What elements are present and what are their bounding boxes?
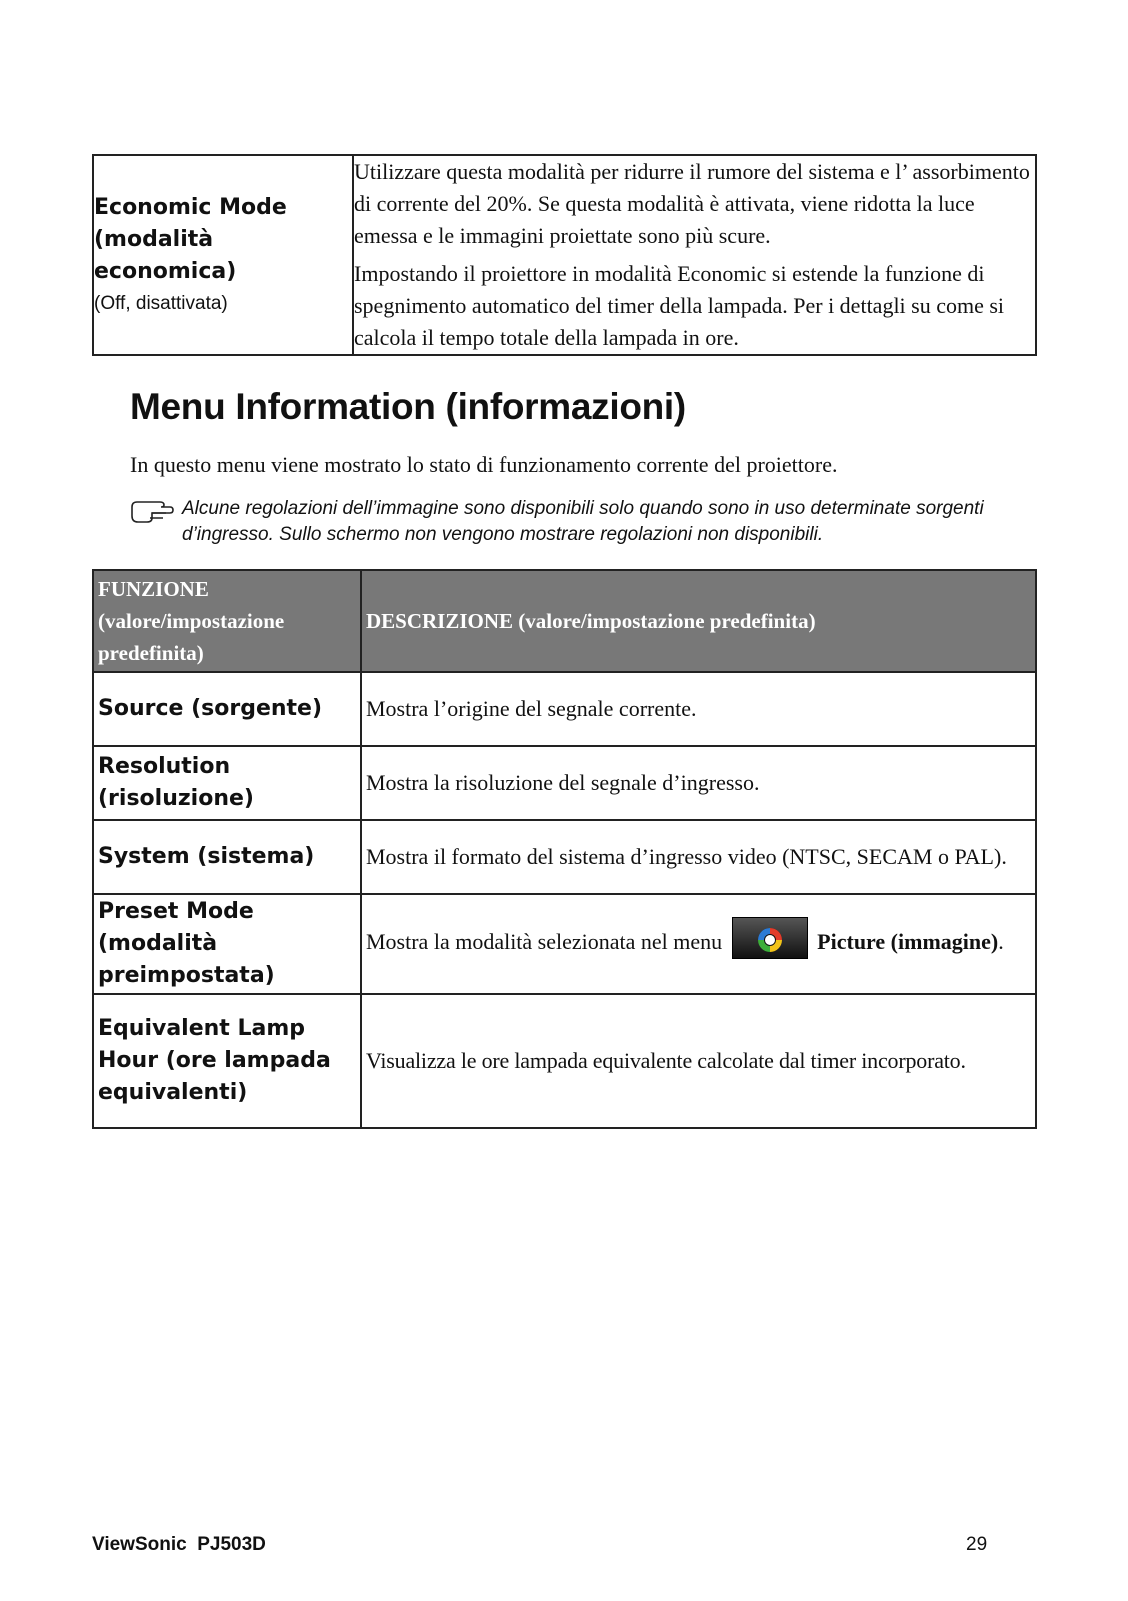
- section-title: Menu Information (informazioni): [130, 386, 686, 427]
- description-paragraph: Impostando il proiettore in modalità Economic si estende la funzione di spegnimento automatico del timer della lampada. Per i dettagli su come si calcola il tempo totale della lampada in ore.: [354, 261, 1005, 350]
- economic-mode-cell: [93, 155, 353, 355]
- feature-description: Mostra l’origine del segnale corrente.: [361, 672, 1036, 746]
- description-paragraph: Utilizzare questa modalità per ridurre il rumore del sistema e l’ assorbimento di corrente del 20%. Se questa modalità è attivata, viene ridotta la luce emessa e le immagini proiettate sono più scure.: [354, 159, 1030, 248]
- note-text: Alcune regolazioni dell’immagine sono disponibili solo quando sono in uso determinate sorgenti d’ingresso. Sullo schermo non vengono mostrare regolazioni non disponibili.: [182, 498, 984, 545]
- page-number: 29: [966, 1534, 988, 1555]
- feature-name: Economic Mode (modalità economica): [94, 195, 287, 284]
- feature-name: Source (sorgente): [98, 696, 323, 721]
- description-text: Mostra la modalità selezionata nel menu: [366, 929, 723, 955]
- information-menu-table: [92, 569, 1037, 1129]
- feature-description: Visualizza le ore lampada equivalente calcolate dal timer incorporato.: [361, 994, 1036, 1128]
- footer-brand: ViewSonic PJ503D: [92, 1534, 266, 1555]
- section-intro: In questo menu viene mostrato lo stato di funzionamento corrente del proiettore.: [130, 452, 838, 477]
- header-descrizione: DESCRIZIONE (valore/impostazione predefinita): [361, 570, 1036, 672]
- feature-description: Mostra la risoluzione del segnale d’ingresso.: [361, 746, 1036, 820]
- table-row: [93, 894, 1036, 994]
- picture-menu-icon: [732, 917, 808, 959]
- header-funzione: FUNZIONE (valore/impostazione predefinita): [93, 570, 361, 672]
- economic-mode-table: [92, 154, 1037, 356]
- table-row: [93, 994, 1036, 1128]
- table-row: [93, 820, 1036, 894]
- feature-description: Mostra la modalità selezionata nel menu Picture (immagine).: [361, 894, 1036, 994]
- feature-name: Equivalent Lamp Hour (ore lampada equivalenti): [98, 1016, 331, 1105]
- feature-name: Resolution (risoluzione): [98, 754, 254, 811]
- picture-menu-label: Picture (immagine): [817, 929, 999, 955]
- economic-mode-description: [353, 155, 1036, 355]
- table-row: [93, 672, 1036, 746]
- table-row: [93, 746, 1036, 820]
- feature-description: Mostra il formato del sistema d’ingresso video (NTSC, SECAM o PAL).: [361, 820, 1036, 894]
- feature-name: System (sistema): [98, 844, 315, 869]
- feature-name: Preset Mode (modalità preimpostata): [98, 899, 275, 988]
- feature-default: (Off, disattivata): [94, 293, 228, 314]
- pointing-hand-icon: [130, 498, 174, 524]
